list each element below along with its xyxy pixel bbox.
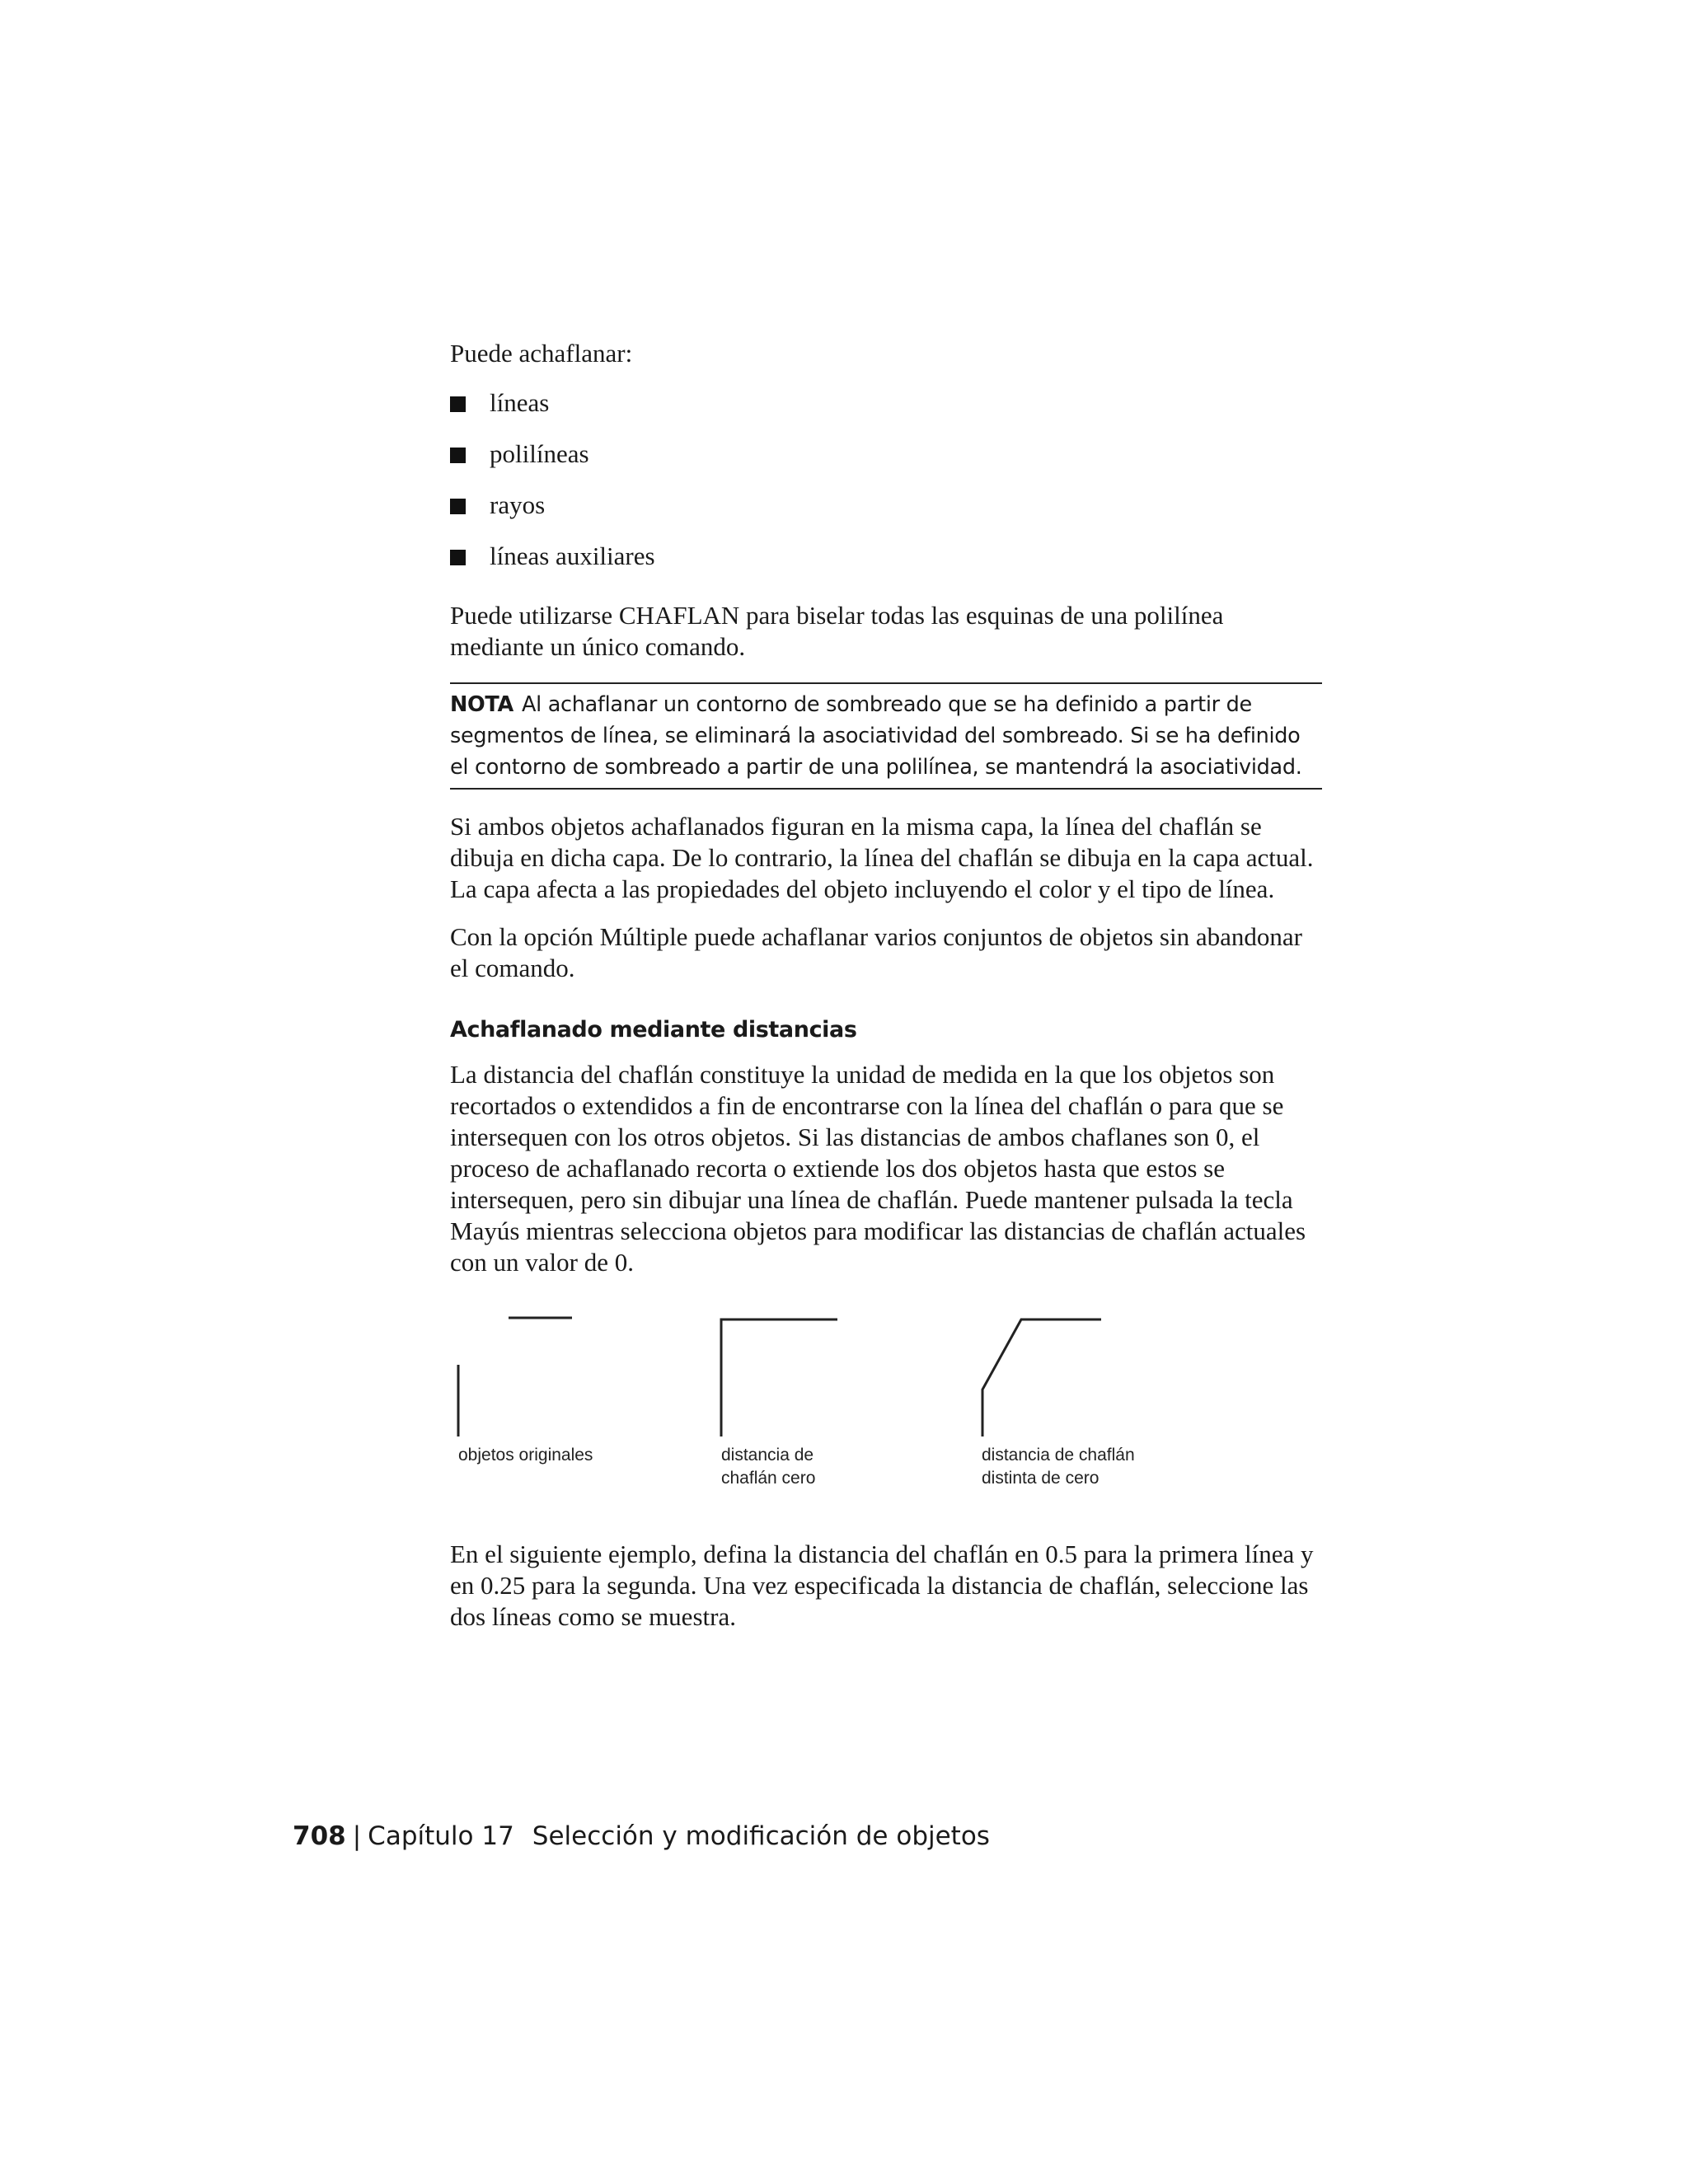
zero-distance-corner xyxy=(721,1319,837,1436)
note-box xyxy=(450,682,1322,790)
square-bullet-icon xyxy=(450,550,466,565)
list-item-label: líneas xyxy=(490,388,550,417)
paragraph-chaflan: Puede utilizarse CHAFLAN para biselar todas las esquinas de una polilínea mediante un único comando. xyxy=(450,601,1224,661)
list-item xyxy=(450,541,1322,572)
page-footer xyxy=(293,1820,990,1853)
note-label: NOTA xyxy=(450,692,513,717)
list-item xyxy=(450,438,1322,470)
footer-separator: | xyxy=(352,1821,362,1851)
section-heading: Achaflanado mediante distancias xyxy=(450,1017,857,1043)
caption-distancia-cero: distancia de chaflán cero xyxy=(721,1446,816,1488)
chamfer-diagram xyxy=(450,1295,1322,1509)
page-number: 708 xyxy=(293,1821,346,1851)
paragraph-distancia: La distancia del chaflán constituye la unidad de medida en la que los objetos son recortados o extendidos a fin de encontrarse con la línea del chaflán o para que se intersequen con los otros objetos. Si las distancias de ambos chaflanes son 0, el proceso de achaflanado recorta o extiende los dos objetos hasta que estos se intersequen, pero sin dibujar una línea de chaflán. Puede mantener pulsada la tecla Mayús mientras selecciona objetos para modificar las distancias de chaflán actuales con un valor de 0. xyxy=(450,1060,1306,1277)
note-text: Al achaflanar un contorno de sombreado que se ha definido a partir de segmentos de línea, se eliminará la asociatividad del sombreado. Si se ha definido el contorno de sombreado a partir de una polilínea, se mantendrá la asociatividad. xyxy=(450,692,1302,780)
object-list xyxy=(450,387,1322,572)
paragraph-ejemplo: En el siguiente ejemplo, defina la distancia del chaflán en 0.5 para la primera línea y en 0.25 para la segunda. Una vez especificada la distancia de chaflán, seleccione las dos líneas como se muestra. xyxy=(450,1540,1314,1631)
intro-text: Puede achaflanar: xyxy=(450,339,633,368)
paragraph-multiple: Con la opción Múltiple puede achaflanar varios conjuntos de objetos sin abandonar el comando. xyxy=(450,922,1302,982)
nonzero-chamfer-corner xyxy=(982,1319,1101,1436)
list-item xyxy=(450,490,1322,521)
caption-originales: objetos originales xyxy=(458,1446,593,1465)
chamfer-figure xyxy=(450,1295,1322,1509)
caption-distancia-distinta: distancia de chaflán distinta de cero xyxy=(982,1446,1135,1488)
square-bullet-icon xyxy=(450,499,466,514)
square-bullet-icon xyxy=(450,396,466,412)
page-body xyxy=(450,338,1322,1633)
chapter-title: Selección y modificación de objetos xyxy=(532,1821,990,1851)
chapter-label: Capítulo 17 xyxy=(368,1821,514,1851)
list-item xyxy=(450,387,1322,419)
paragraph-capa: Si ambos objetos achaflanados figuran en la misma capa, la línea del chaflán se dibuja en dicha capa. De lo contrario, la línea del chaflán se dibuja en la capa actual. La capa afecta a las propiedades del objeto incluyendo el color y el tipo de línea. xyxy=(450,812,1314,903)
list-item-label: líneas auxiliares xyxy=(490,541,655,570)
square-bullet-icon xyxy=(450,448,466,463)
list-item-label: polilíneas xyxy=(490,439,589,468)
list-item-label: rayos xyxy=(490,490,546,519)
